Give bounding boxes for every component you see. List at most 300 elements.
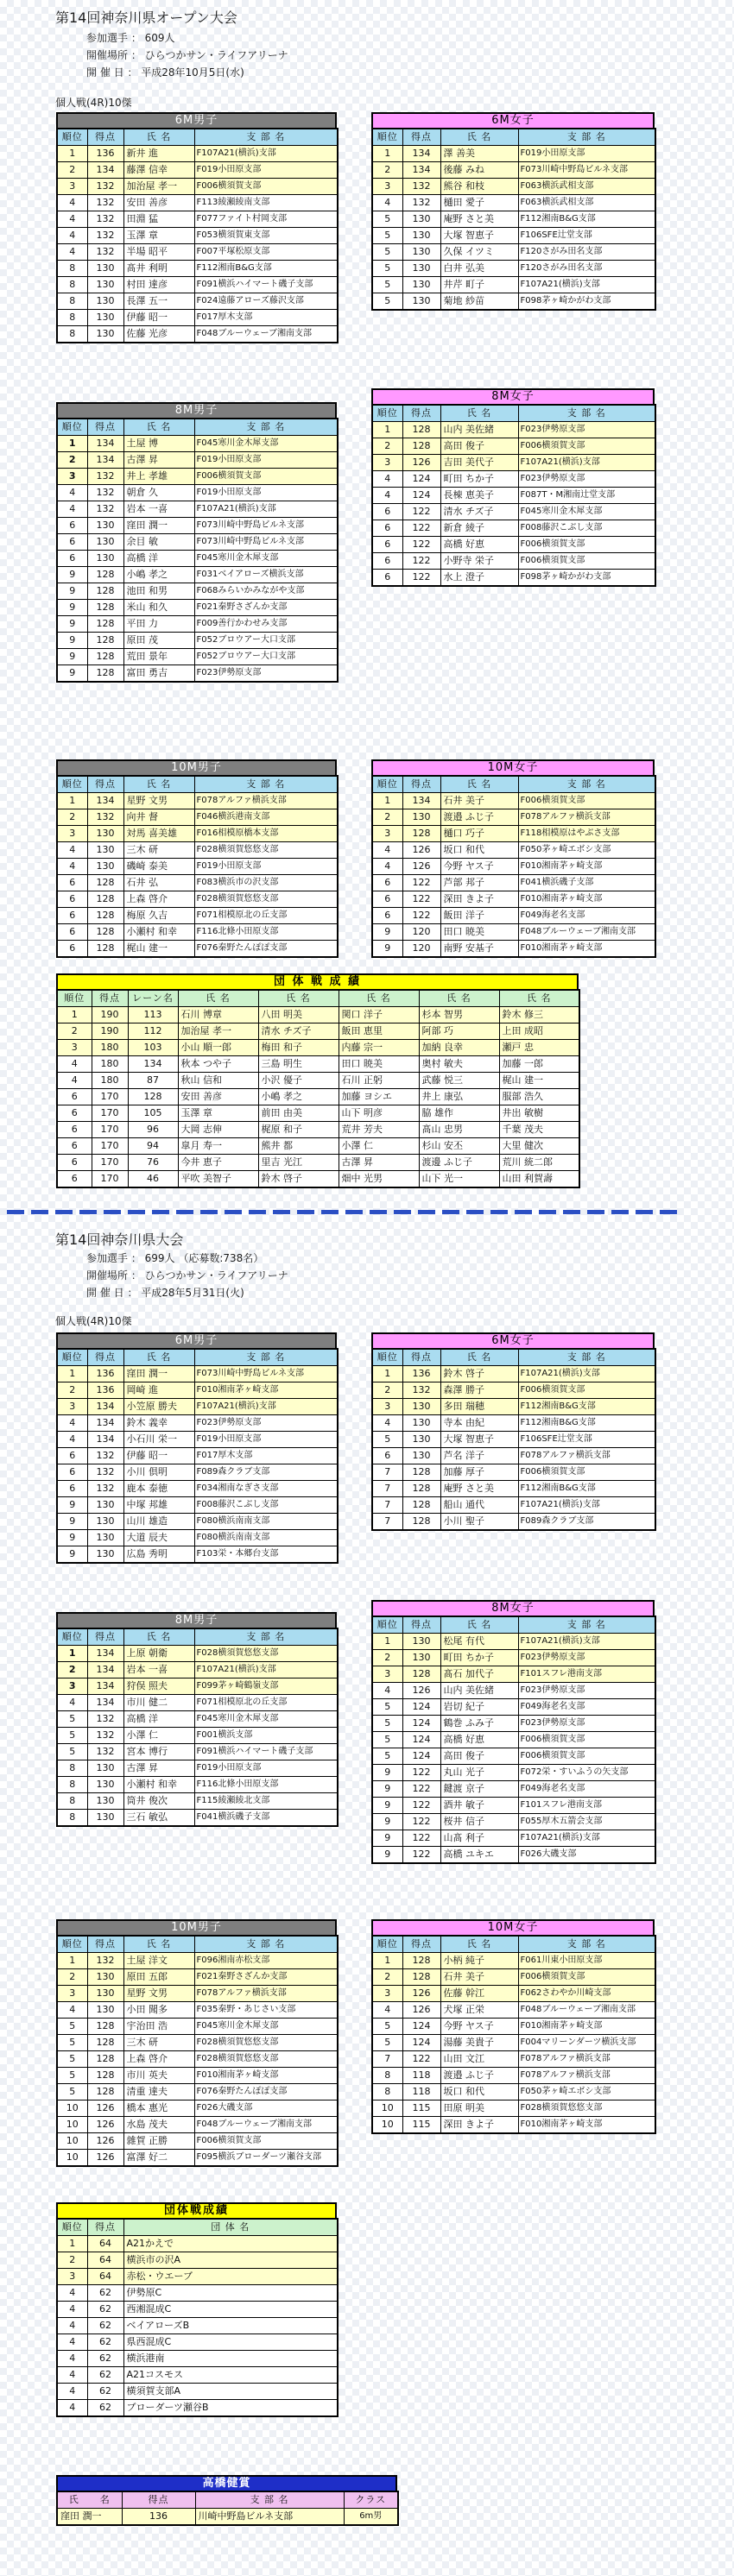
table-row bbox=[57, 2133, 338, 2150]
table-row bbox=[372, 195, 655, 211]
table-title: 8M男子 bbox=[56, 1612, 337, 1628]
table-row bbox=[372, 1399, 655, 1415]
branch-cell: F006横須賀支部 bbox=[194, 469, 338, 485]
branch-cell: F107A21(横浜)支部 bbox=[518, 455, 655, 471]
name-cell: 湯藤 美貴子 bbox=[440, 2035, 518, 2051]
rank-cell: 10 bbox=[57, 2100, 87, 2117]
rank-cell: 6 bbox=[372, 570, 402, 587]
table-row bbox=[57, 2084, 338, 2100]
member-4-cell: 杉山 安丕 bbox=[419, 1138, 499, 1155]
name-cell: 半場 昭平 bbox=[123, 244, 194, 261]
branch-cell: F031ベイアローズ横浜支部 bbox=[194, 567, 338, 583]
branch-cell: F010湘南茅ヶ崎支部 bbox=[518, 941, 655, 958]
column-header: 順位 bbox=[372, 405, 402, 422]
rank-cell: 9 bbox=[57, 583, 87, 600]
name-cell: 岡崎 進 bbox=[123, 1382, 194, 1399]
score-cell: 132 bbox=[87, 809, 123, 826]
column-header: 支 部 名 bbox=[194, 1936, 338, 1953]
name-cell: 船山 通代 bbox=[440, 1497, 518, 1514]
branch-cell: F023伊勢原支部 bbox=[518, 422, 655, 438]
table-row bbox=[57, 2318, 338, 2334]
branch-cell: 川崎中野島ビルネ支部 bbox=[195, 2509, 344, 2526]
score-cell: 134 bbox=[87, 436, 123, 452]
column-header: 団 体 名 bbox=[123, 2219, 338, 2236]
table-row bbox=[57, 1969, 338, 1986]
rank-cell: 4 bbox=[372, 2002, 402, 2019]
member-2-cell: 三島 明生 bbox=[258, 1056, 339, 1073]
branch-cell: F113綾瀬綾南支部 bbox=[194, 195, 338, 211]
score-cell: 64 bbox=[87, 2236, 123, 2252]
name-cell: 土屋 洋文 bbox=[123, 1953, 194, 1969]
table-s1-8m-women bbox=[371, 388, 655, 587]
table-row bbox=[372, 146, 655, 162]
name-cell: 古澤 昇 bbox=[123, 1760, 194, 1777]
rank-cell: 6 bbox=[57, 875, 87, 891]
branch-cell: F076秦野たんぽぽ支部 bbox=[194, 941, 338, 958]
branch-cell: F019小田原支部 bbox=[194, 485, 338, 501]
branch-cell: F073川崎中野島ビルネ支部 bbox=[194, 518, 338, 534]
member-3-cell: 関口 洋子 bbox=[339, 1007, 419, 1023]
score-cell: 130 bbox=[402, 211, 440, 228]
lane-cell: 112 bbox=[128, 1023, 178, 1040]
column-header: 順位 bbox=[57, 419, 87, 436]
table-row bbox=[57, 2252, 338, 2269]
rank-cell: 5 bbox=[372, 1716, 402, 1732]
table-row bbox=[57, 244, 338, 261]
table-title: 8M女子 bbox=[371, 388, 655, 404]
score-cell: 128 bbox=[87, 2019, 123, 2035]
name-cell: 坂口 和代 bbox=[440, 2084, 518, 2100]
score-cell: 180 bbox=[92, 1056, 128, 1073]
header-row bbox=[57, 990, 579, 1007]
name-cell: 新井 進 bbox=[123, 146, 194, 162]
score-cell: 134 bbox=[87, 1432, 123, 1448]
name-cell: 高田 俊子 bbox=[440, 438, 518, 455]
table-row bbox=[57, 1646, 338, 1662]
branch-cell: F007平塚松原支部 bbox=[194, 244, 338, 261]
score-cell: 128 bbox=[87, 941, 123, 958]
section-divider bbox=[7, 1210, 684, 1214]
name-cell: 丸山 光子 bbox=[440, 1765, 518, 1781]
score-cell: 132 bbox=[87, 469, 123, 485]
name-cell: 中塚 邦雄 bbox=[123, 1497, 194, 1514]
section1-subtitle: 個人戦(4R)10傑 bbox=[55, 97, 132, 109]
branch-cell: F091横浜ハイマート磯子支部 bbox=[194, 1744, 338, 1760]
member-2-cell: 梶原 和子 bbox=[258, 1122, 339, 1138]
score-cell: 128 bbox=[87, 2084, 123, 2100]
score-cell: 128 bbox=[87, 875, 123, 891]
branch-cell: F083横浜市の沢支部 bbox=[194, 875, 338, 891]
column-header: 支 部 名 bbox=[518, 129, 655, 146]
branch-cell: F045寒川金木犀支部 bbox=[194, 551, 338, 567]
score-cell: 132 bbox=[87, 1464, 123, 1481]
rank-cell: 3 bbox=[57, 1986, 87, 2002]
rank-cell: 2 bbox=[372, 1382, 402, 1399]
table-row bbox=[372, 1781, 655, 1798]
rank-cell: 6 bbox=[57, 518, 87, 534]
table-row bbox=[57, 1056, 579, 1073]
name-cell: 井芹 町子 bbox=[440, 277, 518, 293]
branch-cell: F006横須賀支部 bbox=[194, 2133, 338, 2150]
name-cell: 今野 ヤス子 bbox=[440, 859, 518, 875]
table-row bbox=[57, 2351, 338, 2367]
score-cell: 134 bbox=[87, 452, 123, 469]
name-cell: 平田 力 bbox=[123, 616, 194, 633]
score-cell: 124 bbox=[402, 1732, 440, 1748]
team-name-cell: 横浜港南 bbox=[123, 2351, 338, 2367]
table-title: 6M女子 bbox=[371, 1332, 655, 1348]
results-table bbox=[371, 1616, 656, 1864]
table-row bbox=[57, 1953, 338, 1969]
member-4-cell: 脇 雄作 bbox=[419, 1105, 499, 1122]
score-cell: 126 bbox=[402, 1986, 440, 2002]
table-s1-8m-men bbox=[56, 402, 337, 683]
rank-cell: 8 bbox=[57, 1777, 87, 1793]
rank-cell: 5 bbox=[372, 1432, 402, 1448]
table-row bbox=[372, 162, 655, 179]
score-cell: 190 bbox=[92, 1007, 128, 1023]
branch-cell: F072栄・すいふうの矢支部 bbox=[518, 1765, 655, 1781]
rank-cell: 4 bbox=[57, 859, 87, 875]
branch-cell: F028横須賀悠悠支部 bbox=[518, 2100, 655, 2117]
rank-cell: 4 bbox=[57, 2367, 87, 2384]
column-header: 支 部 名 bbox=[518, 1349, 655, 1366]
lane-cell: 46 bbox=[128, 1171, 178, 1188]
table-row bbox=[57, 1662, 338, 1678]
column-header: 得点 bbox=[87, 1628, 123, 1646]
name-cell: 岩本 一喜 bbox=[123, 1662, 194, 1678]
rank-cell: 3 bbox=[57, 2269, 87, 2285]
rank-cell: 5 bbox=[372, 2019, 402, 2035]
score-cell: 170 bbox=[92, 1105, 128, 1122]
rank-cell: 6 bbox=[372, 875, 402, 891]
name-cell: 荒田 景年 bbox=[123, 649, 194, 665]
rank-cell: 3 bbox=[372, 1399, 402, 1415]
column-header: 順位 bbox=[57, 776, 87, 793]
branch-cell: F021秦野さざんか支部 bbox=[194, 600, 338, 616]
table-row bbox=[57, 146, 338, 162]
table-row bbox=[57, 1810, 338, 1827]
branch-cell: F016相模原橋本支部 bbox=[194, 826, 338, 842]
branch-cell: F052ブロウアー大口支部 bbox=[194, 649, 338, 665]
member-2-cell: 清水 チズ子 bbox=[258, 1023, 339, 1040]
name-cell: 岩本 一喜 bbox=[123, 501, 194, 518]
branch-cell: F021秦野さざんか支部 bbox=[194, 1969, 338, 1986]
name-cell: 向井 督 bbox=[123, 809, 194, 826]
table-row bbox=[372, 261, 655, 277]
table-s2-award bbox=[56, 2475, 397, 2526]
column-header: 順位 bbox=[57, 1349, 87, 1366]
branch-cell: F028横須賀悠悠支部 bbox=[194, 2051, 338, 2068]
rank-cell: 2 bbox=[57, 809, 87, 826]
branch-cell: F098茅ヶ崎かがわ支部 bbox=[518, 570, 655, 587]
column-header: 氏 名 bbox=[123, 1936, 194, 1953]
score-cell: 128 bbox=[402, 1497, 440, 1514]
table-row bbox=[372, 211, 655, 228]
branch-cell: F006横須賀支部 bbox=[518, 793, 655, 809]
section2-title: 第14回神奈川県大会 bbox=[55, 1231, 184, 1248]
branch-cell: F009善行かわせみ支部 bbox=[194, 616, 338, 633]
rank-cell: 4 bbox=[57, 1056, 92, 1073]
table-row bbox=[57, 534, 338, 551]
member-5-cell: 服部 浩久 bbox=[499, 1089, 579, 1105]
score-cell: 62 bbox=[87, 2318, 123, 2334]
name-cell: 伊藤 昭一 bbox=[123, 1448, 194, 1464]
rank-cell: 10 bbox=[57, 2150, 87, 2167]
score-cell: 130 bbox=[87, 2002, 123, 2019]
table-row bbox=[372, 1415, 655, 1432]
table-row bbox=[372, 1382, 655, 1399]
column-header: 得点 bbox=[402, 1936, 440, 1953]
rank-cell: 4 bbox=[57, 2400, 87, 2417]
venue-line: 開催場所 ： ひらつかサン・ライフアリーナ bbox=[86, 49, 288, 61]
branch-cell: F062さわやか川崎支部 bbox=[518, 1986, 655, 2002]
branch-cell: F006横須賀支部 bbox=[518, 1464, 655, 1481]
rank-cell: 9 bbox=[372, 1798, 402, 1814]
score-cell: 130 bbox=[87, 1514, 123, 1530]
branch-cell: F112湘南B&G支部 bbox=[194, 261, 338, 277]
score-cell: 180 bbox=[92, 1073, 128, 1089]
name-cell: 井上 孝雄 bbox=[123, 469, 194, 485]
rank-cell: 6 bbox=[372, 553, 402, 570]
member-2-cell: 梅田 和子 bbox=[258, 1040, 339, 1056]
rank-cell: 5 bbox=[372, 244, 402, 261]
table-row bbox=[57, 1171, 579, 1188]
score-cell: 130 bbox=[87, 1793, 123, 1810]
table-row bbox=[57, 826, 338, 842]
table-row bbox=[57, 2035, 338, 2051]
name-cell: 米山 和久 bbox=[123, 600, 194, 616]
member-3-cell: 飯田 恵里 bbox=[339, 1023, 419, 1040]
results-table bbox=[56, 775, 339, 958]
name-cell: 窪田 潤一 bbox=[123, 1366, 194, 1382]
name-cell: 小瀬村 和幸 bbox=[123, 1777, 194, 1793]
branch-cell: F078アルファ横浜支部 bbox=[518, 2068, 655, 2084]
header-row bbox=[57, 419, 338, 436]
branch-cell: F118相模原はやぶさ支部 bbox=[518, 826, 655, 842]
table-title: 8M男子 bbox=[56, 402, 337, 418]
branch-cell: F112湘南B&G支部 bbox=[518, 1481, 655, 1497]
branch-cell: F078アルファ横浜支部 bbox=[518, 2051, 655, 2068]
table-row bbox=[57, 1695, 338, 1711]
name-cell: 吉田 美代子 bbox=[440, 455, 518, 471]
table-row bbox=[57, 228, 338, 244]
score-cell: 130 bbox=[87, 1760, 123, 1777]
branch-cell: F048ブルーウェーブ湘南支部 bbox=[194, 2117, 338, 2133]
member-1-cell: 皐月 寿一 bbox=[178, 1138, 258, 1155]
rank-cell: 8 bbox=[57, 293, 87, 310]
name-cell: 富田 勇吉 bbox=[123, 665, 194, 683]
name-cell: 田口 暁美 bbox=[440, 924, 518, 941]
rank-cell: 7 bbox=[372, 1464, 402, 1481]
column-header: 支 部 名 bbox=[194, 1349, 338, 1366]
table-row bbox=[57, 2269, 338, 2285]
table-title: 10M男子 bbox=[56, 759, 337, 775]
table-row bbox=[57, 211, 338, 228]
table-row bbox=[372, 553, 655, 570]
table-row bbox=[57, 2150, 338, 2167]
score-cell: 134 bbox=[87, 1678, 123, 1695]
score-cell: 128 bbox=[402, 826, 440, 842]
branch-cell: F107A21(横浜)支部 bbox=[194, 1399, 338, 1415]
table-s1-team bbox=[56, 973, 579, 1188]
rank-cell: 3 bbox=[57, 179, 87, 195]
branch-cell: F010湘南茅ヶ崎支部 bbox=[518, 891, 655, 908]
rank-cell: 5 bbox=[57, 1728, 87, 1744]
name-cell: 芦名 洋子 bbox=[440, 1448, 518, 1464]
name-cell: 古澤 昇 bbox=[123, 452, 194, 469]
branch-cell: F107A21(横浜)支部 bbox=[518, 1830, 655, 1847]
score-cell: 170 bbox=[92, 1155, 128, 1171]
column-header: 氏 名 bbox=[258, 990, 339, 1007]
score-cell: 132 bbox=[87, 1481, 123, 1497]
column-header: 順位 bbox=[372, 1616, 402, 1634]
score-cell: 122 bbox=[402, 908, 440, 924]
column-header: 得点 bbox=[87, 419, 123, 436]
rank-cell: 4 bbox=[57, 2002, 87, 2019]
score-cell: 124 bbox=[402, 1699, 440, 1716]
score-cell: 136 bbox=[402, 1366, 440, 1382]
column-header: 得点 bbox=[402, 405, 440, 422]
table-row bbox=[57, 1432, 338, 1448]
results-table bbox=[56, 2491, 399, 2526]
table-row bbox=[57, 485, 338, 501]
name-cell: 岩切 紀子 bbox=[440, 1699, 518, 1716]
table-title: 6M男子 bbox=[56, 1332, 337, 1348]
score-cell: 124 bbox=[402, 471, 440, 488]
branch-cell: F019小田原支部 bbox=[518, 146, 655, 162]
column-header: 氏 名 bbox=[440, 129, 518, 146]
rank-cell: 1 bbox=[372, 793, 402, 809]
name-cell: 市川 英夫 bbox=[123, 2068, 194, 2084]
table-row bbox=[372, 941, 655, 958]
name-cell: 山内 美佐緒 bbox=[440, 422, 518, 438]
table-row bbox=[372, 1969, 655, 1986]
rank-cell: 2 bbox=[57, 1382, 87, 1399]
member-4-cell: 井上 康弘 bbox=[419, 1089, 499, 1105]
branch-cell: F107A21(横浜)支部 bbox=[194, 501, 338, 518]
branch-cell: F017厚木支部 bbox=[194, 1448, 338, 1464]
results-table bbox=[371, 775, 656, 958]
branch-cell: F017厚木支部 bbox=[194, 310, 338, 326]
score-cell: 132 bbox=[87, 1744, 123, 1760]
column-header: 支 部 名 bbox=[518, 1936, 655, 1953]
branch-cell: F087T・M湘南辻堂支部 bbox=[518, 488, 655, 504]
rank-cell: 3 bbox=[372, 826, 402, 842]
score-cell: 132 bbox=[87, 179, 123, 195]
name-cell: 星野 文男 bbox=[123, 793, 194, 809]
rank-cell: 8 bbox=[57, 310, 87, 326]
member-3-cell: 内藤 宗一 bbox=[339, 1040, 419, 1056]
score-cell: 130 bbox=[87, 842, 123, 859]
name-cell: 町田 ちか子 bbox=[440, 471, 518, 488]
table-row bbox=[57, 1777, 338, 1793]
rank-cell: 2 bbox=[57, 2252, 87, 2269]
table-title: 8M女子 bbox=[371, 1600, 655, 1616]
column-header: 支 部 名 bbox=[194, 1628, 338, 1646]
table-s1-6m-men bbox=[56, 112, 337, 343]
name-cell: 原田 茂 bbox=[123, 633, 194, 649]
rank-cell: 3 bbox=[57, 469, 87, 485]
table-row bbox=[372, 2019, 655, 2035]
table-row bbox=[57, 1073, 579, 1089]
rank-cell: 6 bbox=[57, 1171, 92, 1188]
score-cell: 128 bbox=[87, 567, 123, 583]
table-row bbox=[57, 2384, 338, 2400]
name-cell: 渡邉 ふじ子 bbox=[440, 809, 518, 826]
score-cell: 128 bbox=[402, 1481, 440, 1497]
rank-cell: 9 bbox=[372, 941, 402, 958]
column-header: 支 部 名 bbox=[518, 1616, 655, 1634]
score-cell: 170 bbox=[92, 1089, 128, 1105]
branch-cell: F052ブロウアー大口支部 bbox=[194, 633, 338, 649]
score-cell: 130 bbox=[87, 326, 123, 343]
table-row bbox=[372, 1464, 655, 1481]
header-row bbox=[57, 1349, 338, 1366]
table-s1-10m-women bbox=[371, 759, 655, 958]
score-cell: 170 bbox=[92, 1171, 128, 1188]
branch-cell: F023伊勢原支部 bbox=[518, 1650, 655, 1666]
table-row bbox=[57, 1530, 338, 1546]
name-cell: 髙石 加代子 bbox=[440, 1666, 518, 1683]
score-cell: 122 bbox=[402, 537, 440, 553]
branch-cell: F050茅ヶ崎エボシ支部 bbox=[518, 2084, 655, 2100]
name-cell: 石井 美子 bbox=[440, 1969, 518, 1986]
member-5-cell: 大里 健次 bbox=[499, 1138, 579, 1155]
score-cell: 115 bbox=[402, 2117, 440, 2134]
branch-cell: F089森クラブ支部 bbox=[194, 1464, 338, 1481]
score-cell: 130 bbox=[87, 293, 123, 310]
column-header: 氏 名 bbox=[440, 776, 518, 793]
table-row bbox=[372, 2100, 655, 2117]
table-row bbox=[372, 1448, 655, 1464]
score-cell: 126 bbox=[402, 859, 440, 875]
branch-cell: F006横須賀支部 bbox=[518, 1748, 655, 1765]
name-cell: 山内 美佐緒 bbox=[440, 1683, 518, 1699]
name-cell: 芦部 邦子 bbox=[440, 875, 518, 891]
member-1-cell: 玉澤 章 bbox=[178, 1105, 258, 1122]
branch-cell: F026大磯支部 bbox=[518, 1847, 655, 1864]
branch-cell: F053横須賀東支部 bbox=[194, 228, 338, 244]
score-cell: 128 bbox=[87, 924, 123, 941]
branch-cell: F071相模原北の丘支部 bbox=[194, 1695, 338, 1711]
score-cell: 122 bbox=[402, 891, 440, 908]
table-row bbox=[57, 2236, 338, 2252]
name-cell: 多田 瑞穂 bbox=[440, 1399, 518, 1415]
rank-cell: 1 bbox=[372, 1953, 402, 1969]
name-cell: 高橋 洋 bbox=[123, 1711, 194, 1728]
score-cell: 122 bbox=[402, 1847, 440, 1864]
table-row bbox=[57, 665, 338, 683]
rank-cell: 2 bbox=[372, 162, 402, 179]
score-cell: 124 bbox=[402, 1716, 440, 1732]
header-row bbox=[57, 129, 338, 146]
table-row bbox=[57, 1089, 579, 1105]
member-3-cell: 古澤 昇 bbox=[339, 1155, 419, 1171]
name-cell: 鍵渡 京子 bbox=[440, 1781, 518, 1798]
rank-cell: 4 bbox=[372, 488, 402, 504]
column-header: 順位 bbox=[372, 129, 402, 146]
member-3-cell: 小澤 仁 bbox=[339, 1138, 419, 1155]
score-cell: 132 bbox=[87, 211, 123, 228]
table-row bbox=[57, 452, 338, 469]
score-cell: 128 bbox=[87, 649, 123, 665]
name-cell: 後藤 みね bbox=[440, 162, 518, 179]
column-header: 順位 bbox=[372, 1349, 402, 1366]
name-cell: 髙井 利明 bbox=[123, 261, 194, 277]
score-cell: 130 bbox=[402, 261, 440, 277]
name-cell: 小澤 仁 bbox=[123, 1728, 194, 1744]
